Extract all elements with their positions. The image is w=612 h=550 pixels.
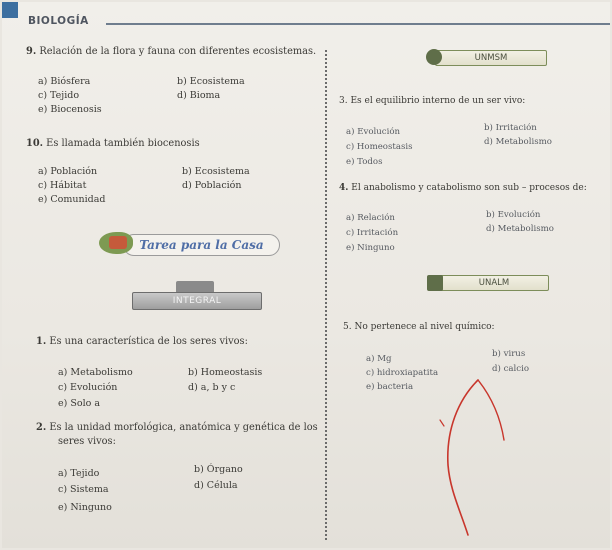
question-text: El anabolismo y catabolismo son sub – procesos de: <box>351 183 587 193</box>
university-logo-icon <box>427 275 443 291</box>
q3-option-d: d) Metabolismo <box>484 137 552 147</box>
corner-accent <box>2 2 18 18</box>
q10-option-b: b) Ecosistema <box>182 166 250 177</box>
university-seal-icon <box>426 49 442 65</box>
book-illustration-icon <box>99 232 133 254</box>
q9-option-c: c) Tejido <box>38 90 80 101</box>
question-9 <box>26 46 316 57</box>
q9-option-b: b) Ecosistema <box>177 76 245 87</box>
integral-badge: INTEGRAL <box>132 292 262 310</box>
q2-option-e: e) Ninguno <box>58 502 112 513</box>
q9-option-d: d) Bioma <box>177 90 221 101</box>
worksheet-page <box>2 2 610 548</box>
q1-option-a: a) Metabolismo <box>58 367 133 378</box>
question-number: 9. <box>26 46 37 57</box>
question-1 <box>36 336 248 347</box>
question-3 <box>339 96 525 106</box>
question-number: 5. <box>343 322 352 332</box>
q4-option-b: b) Evolución <box>486 210 541 220</box>
question-number: 2. <box>36 422 47 433</box>
section-title: BIOLOGÍA <box>28 15 89 27</box>
question-number: 1. <box>36 336 47 347</box>
q5-option-a: a) Mg <box>366 354 392 364</box>
header-rule <box>106 23 610 25</box>
q5-option-b: b) virus <box>492 349 526 359</box>
homework-banner <box>93 230 283 258</box>
q10-option-a: a) Población <box>38 166 98 177</box>
q1-option-d: d) a, b y c <box>188 382 236 393</box>
question-number: 10. <box>26 138 44 149</box>
question-text: Es una característica de los seres vivos: <box>49 336 248 347</box>
q9-option-a: a) Biósfera <box>38 76 91 87</box>
q4-option-e: e) Ninguno <box>346 243 395 253</box>
q3-option-c: c) Homeostasis <box>346 142 413 152</box>
question-number: 4. <box>339 183 349 193</box>
q2-option-d: d) Célula <box>194 480 238 491</box>
question-text: No pertenece al nivel químico: <box>354 322 495 332</box>
q1-option-b: b) Homeostasis <box>188 367 263 378</box>
question-10 <box>26 138 200 149</box>
q9-option-e: e) Biocenosis <box>38 104 102 115</box>
question-number: 3. <box>339 96 348 106</box>
question-text-line-2: seres vivos: <box>58 436 116 447</box>
q1-option-c: c) Evolución <box>58 382 118 393</box>
unalm-badge: UNALM <box>439 275 549 291</box>
q5-option-d: d) calcio <box>492 364 530 374</box>
q2-option-a: a) Tejido <box>58 468 100 479</box>
question-4 <box>339 183 587 193</box>
q10-option-d: d) Población <box>182 180 242 191</box>
question-2 <box>36 422 318 433</box>
q1-option-e: e) Solo a <box>58 398 101 409</box>
unmsm-badge: UNMSM <box>435 50 547 66</box>
q2-option-b: b) Órgano <box>194 464 243 475</box>
q2-option-c: c) Sistema <box>58 484 109 495</box>
q10-option-e: e) Comunidad <box>38 194 106 205</box>
q4-option-d: d) Metabolismo <box>486 224 554 234</box>
homework-banner-label: Tarea para la Casa <box>123 234 280 256</box>
q5-option-c: c) hidroxiapatita <box>366 368 439 378</box>
question-text: Es llamada también biocenosis <box>46 138 200 149</box>
q10-option-c: c) Hábitat <box>38 180 87 191</box>
question-text: Es el equilibrio interno de un ser vivo: <box>350 96 526 106</box>
question-text-line-1: Es la unidad morfológica, anatómica y genética de los <box>49 422 318 433</box>
q5-option-e: e) bacteria <box>366 382 414 392</box>
question-5 <box>343 322 495 332</box>
q3-option-a: a) Evolución <box>346 127 401 137</box>
q3-option-e: e) Todos <box>346 157 383 167</box>
handwritten-red-mark <box>438 370 518 540</box>
q4-option-a: a) Relación <box>346 213 395 223</box>
q4-option-c: c) Irritación <box>346 228 399 238</box>
q3-option-b: b) Irritación <box>484 123 537 133</box>
column-divider <box>325 50 327 540</box>
question-text: Relación de la flora y fauna con diferentes ecosistemas. <box>39 46 317 57</box>
